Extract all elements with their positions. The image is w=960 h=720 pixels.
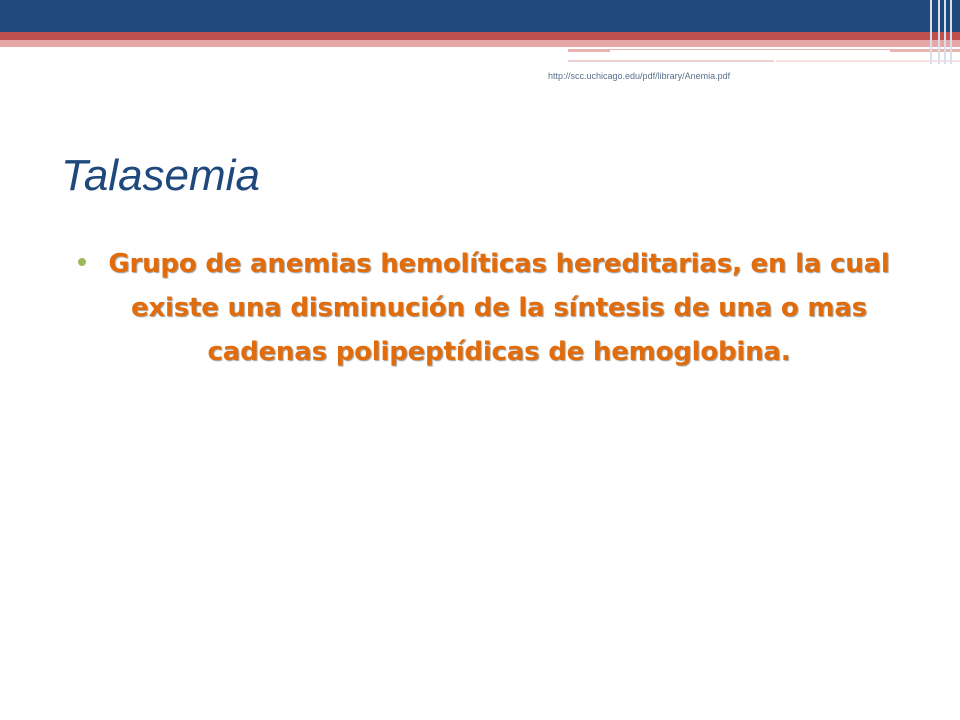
bullet-list <box>78 242 900 374</box>
bullet-text: Grupo de anemias hemolíticas hereditarias, en la cual existe una disminución de la síntesis de una o mas cadenas polipeptídicas de hemoglobina. <box>108 249 890 367</box>
header-pink-bar <box>0 40 960 47</box>
bullet-dot-icon <box>78 258 86 266</box>
header-blue-bar <box>0 0 960 32</box>
header-fade-line <box>776 60 960 62</box>
header-vertical-line <box>950 0 952 64</box>
bullet-item <box>78 242 900 374</box>
slide-title: Talasemia <box>61 151 260 200</box>
header-fade-line <box>568 60 774 62</box>
header-red-bar <box>0 32 960 40</box>
header-vertical-line <box>938 0 940 64</box>
header-vertical-line <box>930 0 932 64</box>
header-white-line <box>610 50 890 52</box>
source-link[interactable]: http://scc.uchicago.edu/pdf/library/Anemia.pdf <box>548 71 731 81</box>
header-vertical-line <box>944 0 946 64</box>
